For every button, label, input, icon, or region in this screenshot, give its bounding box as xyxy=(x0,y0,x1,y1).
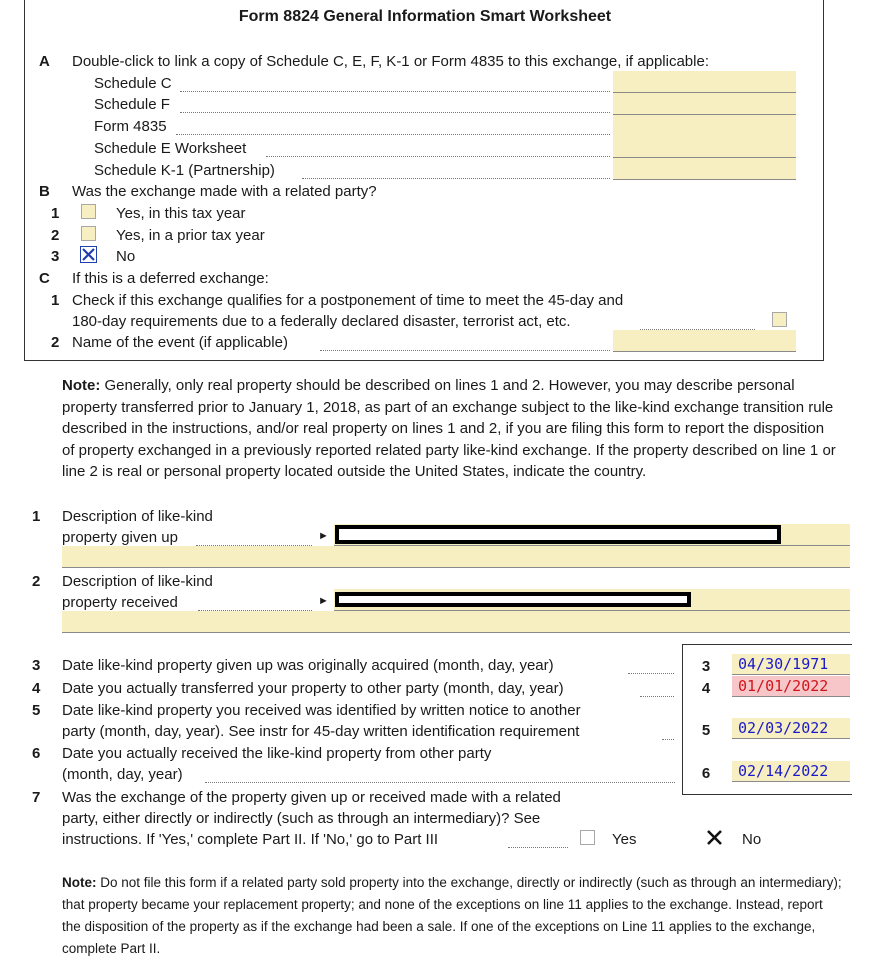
leader-dots xyxy=(662,724,674,740)
no-label: No xyxy=(116,248,136,265)
schedule-f-link-field[interactable] xyxy=(613,93,796,115)
schedule-e-worksheet-label: Schedule E Worksheet xyxy=(94,140,247,157)
note-paragraph-1 xyxy=(62,375,837,483)
related-party-yes-checkbox[interactable] xyxy=(580,830,595,845)
leader-dots xyxy=(198,595,312,611)
line-7-text-c: instructions. If 'Yes,' complete Part II. If 'No,' go to Part III xyxy=(62,831,439,848)
line-4-text: Date you actually transferred your property to other party (month, day, year) xyxy=(62,680,564,697)
leader-dots xyxy=(628,658,674,674)
line-6-text-a: Date you actually received the like-kind property from other party xyxy=(62,745,492,762)
date-received-field[interactable]: 02/14/2022 xyxy=(732,761,850,782)
related-party-no-label: No xyxy=(742,831,762,848)
arrow-icon: ► xyxy=(318,530,329,542)
leader-dots xyxy=(180,97,610,113)
section-c-line2-num: 2 xyxy=(51,334,60,351)
yes-this-year-checkbox[interactable] xyxy=(81,204,96,219)
arrow-icon: ► xyxy=(318,595,329,607)
leader-dots xyxy=(640,681,674,697)
redaction-box xyxy=(335,525,781,544)
yes-this-year-label: Yes, in this tax year xyxy=(116,205,246,222)
line-7-text-b: party, either directly or indirectly (such as through an intermediary)? See xyxy=(62,810,541,827)
col-5-num: 5 xyxy=(701,722,711,739)
date-box-bottom-border xyxy=(682,794,852,795)
no-checkbox-checked[interactable] xyxy=(80,246,97,263)
line-6-num: 6 xyxy=(32,745,41,762)
section-b-letter: B xyxy=(39,183,50,200)
line-1-text-b: property given up xyxy=(62,529,178,546)
note-text: Generally, only real property should be described on lines 1 and 2. However, you may describe personal property transferred prior to January 1, 2018, as part of an exchange subject to the like-kind exchange transition rule described in the instructions, and/or real property on lines 1 and 2, if you are filing this form to report the disposition of property exchanged in a previously reported related party like-kind exchange. If the property described on line 1 or line 2 is real or personal property located outside the United States, indicate the country. xyxy=(62,377,836,481)
date-transferred-field[interactable]: 01/01/2022 xyxy=(732,676,850,697)
line-5-text-b: party (month, day, year). See instr for 45-day written identification requirement xyxy=(62,723,580,740)
section-c-letter: C xyxy=(39,270,50,287)
yes-prior-year-checkbox[interactable] xyxy=(81,226,96,241)
option-3-num: 3 xyxy=(51,248,60,265)
section-c-line2-text: Name of the event (if applicable) xyxy=(72,334,288,351)
col-3-num: 3 xyxy=(701,658,711,675)
note-label: Note: xyxy=(62,875,97,890)
note-label: Note: xyxy=(62,377,101,394)
schedule-e-worksheet-link-field[interactable] xyxy=(613,136,796,158)
date-identified-field[interactable]: 02/03/2022 xyxy=(732,718,850,739)
section-c-line1-text-b: 180-day requirements due to a federally declared disaster, terrorist act, etc. xyxy=(72,313,571,330)
line-2-num: 2 xyxy=(32,573,41,590)
line-1-text-a: Description of like-kind xyxy=(62,508,213,525)
line-7-text-a: Was the exchange of the property given up or received made with a related xyxy=(62,789,561,806)
leader-dots xyxy=(302,163,610,179)
option-2-num: 2 xyxy=(51,227,60,244)
line-4-num: 4 xyxy=(32,680,41,697)
event-name-field[interactable] xyxy=(613,330,796,352)
line-5-num: 5 xyxy=(32,702,41,719)
line-2-text-a: Description of like-kind xyxy=(62,573,213,590)
date-box-left-border xyxy=(682,644,683,795)
schedule-k1-label: Schedule K-1 (Partnership) xyxy=(94,162,275,179)
line-3-num: 3 xyxy=(32,657,41,674)
property-given-up-field-2[interactable] xyxy=(62,546,850,568)
schedule-f-label: Schedule F xyxy=(94,96,170,113)
line-7-num: 7 xyxy=(32,789,41,806)
date-box-top-border xyxy=(682,644,852,645)
note-paragraph-2 xyxy=(62,872,842,960)
line-2-text-b: property received xyxy=(62,594,178,611)
property-received-field-2[interactable] xyxy=(62,611,850,633)
leader-dots xyxy=(196,530,312,546)
schedule-c-label: Schedule C xyxy=(94,75,172,92)
related-party-no-checked[interactable] xyxy=(706,829,723,846)
schedule-k1-link-field[interactable] xyxy=(613,158,796,180)
line-1-num: 1 xyxy=(32,508,41,525)
leader-dots xyxy=(266,141,610,157)
note-text: Do not file this form if a related party sold property into the exchange, directly or indirectly (such as through an intermediary); that property became your replacement property; and none of the exceptions on line 11 applies to the exchange. Instead, report the disposition of the property as if the exchange had been a sale. If one of the exceptions on Line 11 applies to the exchange, complete Part II. xyxy=(62,875,842,956)
related-party-yes-label: Yes xyxy=(612,831,637,848)
redaction-box xyxy=(335,592,691,607)
disaster-postponement-checkbox[interactable] xyxy=(772,312,787,327)
worksheet-title: Form 8824 General Information Smart Worksheet xyxy=(238,8,612,25)
col-4-num: 4 xyxy=(701,680,711,697)
form-4835-label: Form 4835 xyxy=(94,118,167,135)
schedule-c-link-field[interactable] xyxy=(613,71,796,93)
leader-dots xyxy=(640,314,755,330)
section-a-text: Double-click to link a copy of Schedule C, E, F, K-1 or Form 4835 to this exchange, if applicable: xyxy=(72,53,709,70)
leader-dots xyxy=(205,767,675,783)
line-3-text: Date like-kind property given up was originally acquired (month, day, year) xyxy=(62,657,554,674)
option-1-num: 1 xyxy=(51,205,60,222)
leader-dots xyxy=(176,119,610,135)
date-acquired-field[interactable]: 04/30/1971 xyxy=(732,654,850,675)
section-a-letter: A xyxy=(39,53,50,70)
leader-dots xyxy=(320,335,610,351)
line-5-text-a: Date like-kind property you received was identified by written notice to another xyxy=(62,702,581,719)
col-6-num: 6 xyxy=(701,765,711,782)
line-6-text-b: (month, day, year) xyxy=(62,766,183,783)
section-c-line1-text-a: Check if this exchange qualifies for a postponement of time to meet the 45-day and xyxy=(72,292,624,309)
leader-dots xyxy=(180,76,610,92)
yes-prior-year-label: Yes, in a prior tax year xyxy=(116,227,265,244)
leader-dots xyxy=(508,832,568,848)
form-4835-link-field[interactable] xyxy=(613,115,796,137)
section-c-text: If this is a deferred exchange: xyxy=(72,270,269,287)
section-c-line1-num: 1 xyxy=(51,292,60,309)
section-b-text: Was the exchange made with a related party? xyxy=(72,183,377,200)
